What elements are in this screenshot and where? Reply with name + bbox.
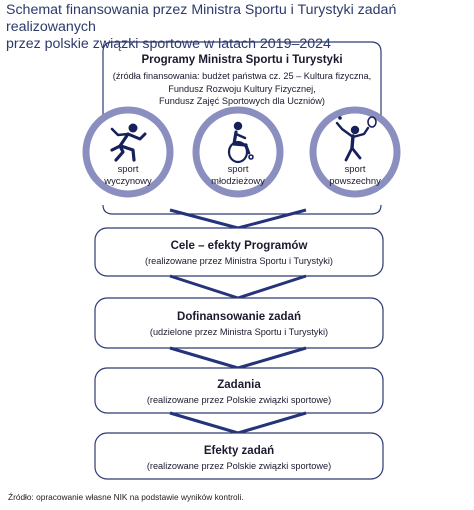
top-box-bottom-edge	[103, 205, 381, 214]
title-line-1: Schemat finansowania przez Ministra Sportu i Turystyki zadań realizowanych	[6, 2, 397, 35]
connector-2	[170, 276, 306, 298]
box-efekty-sub: (realizowane przez Polskie związki sportowe)	[146, 461, 332, 471]
top-box-sub-3: Fundusz Zajęć Sportowych dla Uczniów)	[159, 96, 325, 106]
box-zadania-sub: (realizowane przez Polskie związki sportowe)	[146, 395, 332, 405]
box-dofinansowanie-heading: Dofinansowanie zadań	[177, 311, 301, 323]
circle-label-mlodziezowy	[203, 163, 273, 187]
source-note: Źródło: opracowanie własne NIK na podstawie wyników kontroli.	[8, 492, 244, 502]
circle-label-powszechny-line2: powszechny	[329, 175, 381, 186]
circle-label-wyczynowy-line2: wyczynowy	[104, 175, 152, 186]
circle-label-powszechny-line1: sport	[344, 163, 366, 174]
circle-label-wyczynowy-line1: sport	[117, 163, 139, 174]
circle-label-powszechny	[320, 163, 390, 187]
box-cele-sub: (realizowane przez Ministra Sportu i Turystyki)	[145, 256, 333, 266]
box-efekty-heading: Efekty zadań	[203, 445, 275, 457]
top-box-sub-1: (źródła finansowania: budżet państwa cz. 25 – Kultura fizyczna,	[112, 71, 372, 81]
connector-4	[170, 413, 306, 433]
circle-label-mlodziezowy-line1: sport	[227, 163, 249, 174]
top-box-heading: Programy Ministra Sportu i Turystyki	[141, 54, 343, 66]
box-dofinansowanie-sub: (udzielone przez Ministra Sportu i Turystyki)	[149, 327, 329, 337]
connector-1	[170, 210, 306, 228]
box-cele-outline	[95, 228, 383, 276]
title-line-2: przez polskie związki sportowe w latach 2019–2024	[6, 36, 331, 52]
box-zadania-heading: Zadania	[217, 379, 261, 391]
connector-3	[170, 348, 306, 368]
circle-label-mlodziezowy-line2: młodzieżowy	[211, 175, 265, 186]
circle-label-wyczynowy	[93, 163, 163, 187]
box-cele-heading: Cele – efekty Programów	[170, 240, 308, 252]
top-box-sub-2: Fundusz Rozwoju Kultury Fizycznej,	[168, 83, 316, 94]
box-dofinansowanie-outline	[95, 298, 383, 348]
